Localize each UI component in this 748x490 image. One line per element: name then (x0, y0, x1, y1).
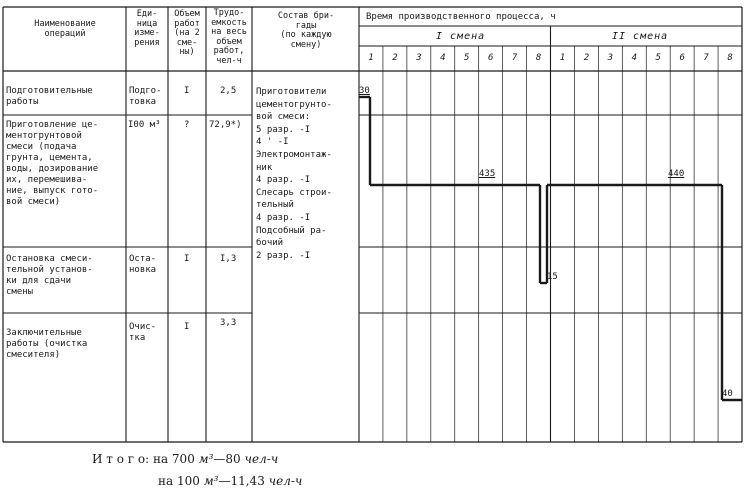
schedule-label-final: 40 (722, 389, 733, 399)
header-shift-1: I смена (436, 31, 486, 42)
row-prep-unit: Подго- товка (129, 86, 162, 107)
row-final-labor: 3,3 (220, 318, 237, 328)
row-mix-labor: 72,9*) (209, 120, 242, 130)
hour-label: 5 (655, 53, 661, 63)
header-shift-2: II смена (612, 31, 669, 42)
hour-label: 1 (559, 53, 566, 63)
totals-line-1 (92, 452, 278, 466)
row-final-unit: Очис- тка (129, 322, 157, 343)
hour-label: 8 (535, 53, 542, 63)
totals-line-2 (158, 474, 302, 488)
header-crew: Состав бри- гады (по каждую смену) (277, 11, 335, 50)
header-volume: Объем работ (на 2 сме- ны) (174, 9, 200, 57)
hour-label: 6 (487, 53, 494, 63)
header-unit: Еди- ница изме- рения (134, 9, 160, 48)
row-final-volume: I (184, 322, 190, 332)
totals-line-1-value: —80 (213, 452, 241, 466)
hour-label: 3 (607, 53, 614, 63)
totals-line-2-unit: м³ (203, 474, 219, 488)
row-stop-labor: I,3 (220, 254, 237, 264)
header-time-label: Время производственного процесса, ч (366, 12, 556, 22)
schedule-label-stop: 15 (547, 272, 558, 282)
row-mix-volume: ? (184, 120, 190, 130)
hour-label: 5 (464, 53, 470, 63)
hour-label: 2 (583, 53, 590, 63)
row-mix-unit: I00 м³ (128, 120, 161, 130)
header-labor: Трудо- емкость на весь объем работ, чел-ч (211, 8, 247, 66)
row-stop-volume: I (184, 254, 190, 264)
hour-label: 2 (392, 53, 398, 63)
row-mix-name: Приготовление це- ментогрунтовой смеси (подача грунта, цемента, воды, дозирование их, перемешива- ние, выпуск гото- вой смеси) (6, 120, 99, 207)
row-prep-labor: 2,5 (220, 86, 237, 96)
totals-line-2-suffix: чел-ч (268, 474, 303, 488)
header-operation-name: Наименование операций (34, 19, 96, 39)
hour-label: 1 (368, 53, 374, 63)
totals-line-2-value: —11,43 (218, 474, 265, 488)
hour-label: 6 (679, 53, 685, 63)
schedule-label-prep: 30 (359, 86, 370, 96)
row-prep-name: Подготовительные работы (6, 86, 93, 107)
totals-line-1-suffix: чел-ч (244, 452, 279, 466)
totals-line-2-prefix: на 100 (158, 474, 200, 488)
hour-label: 7 (703, 53, 709, 63)
row-stop-name: Остановка смеси- тельной установ- ки для сдачи смены (6, 254, 93, 297)
totals-line-1-unit: м³ (198, 452, 214, 466)
row-final-name: Заключительные работы (очистка смесителя) (6, 328, 88, 360)
hour-label: 8 (727, 53, 733, 63)
schedule-label-mix-shift-1: 435 (479, 169, 496, 179)
hour-label: 4 (631, 53, 637, 63)
crew-composition: Приготовители цементогрунто- вой смеси: 5 разр. -I 4 ' -I Электромонтаж- ник 4 разр. -I Слесарь строи- тельный 4 разр. -I Подсобный ра- бочий 2 разр. -I (256, 87, 332, 261)
totals-line-1-prefix: И т о г о: на 700 (92, 452, 195, 466)
hour-label: 7 (511, 53, 518, 63)
hour-label: 3 (416, 53, 422, 63)
hour-label: 4 (440, 53, 446, 63)
row-stop-unit: Оста- новка (129, 254, 157, 275)
schedule-label-mix-shift-2: 440 (668, 169, 685, 179)
row-prep-volume: I (184, 86, 190, 96)
